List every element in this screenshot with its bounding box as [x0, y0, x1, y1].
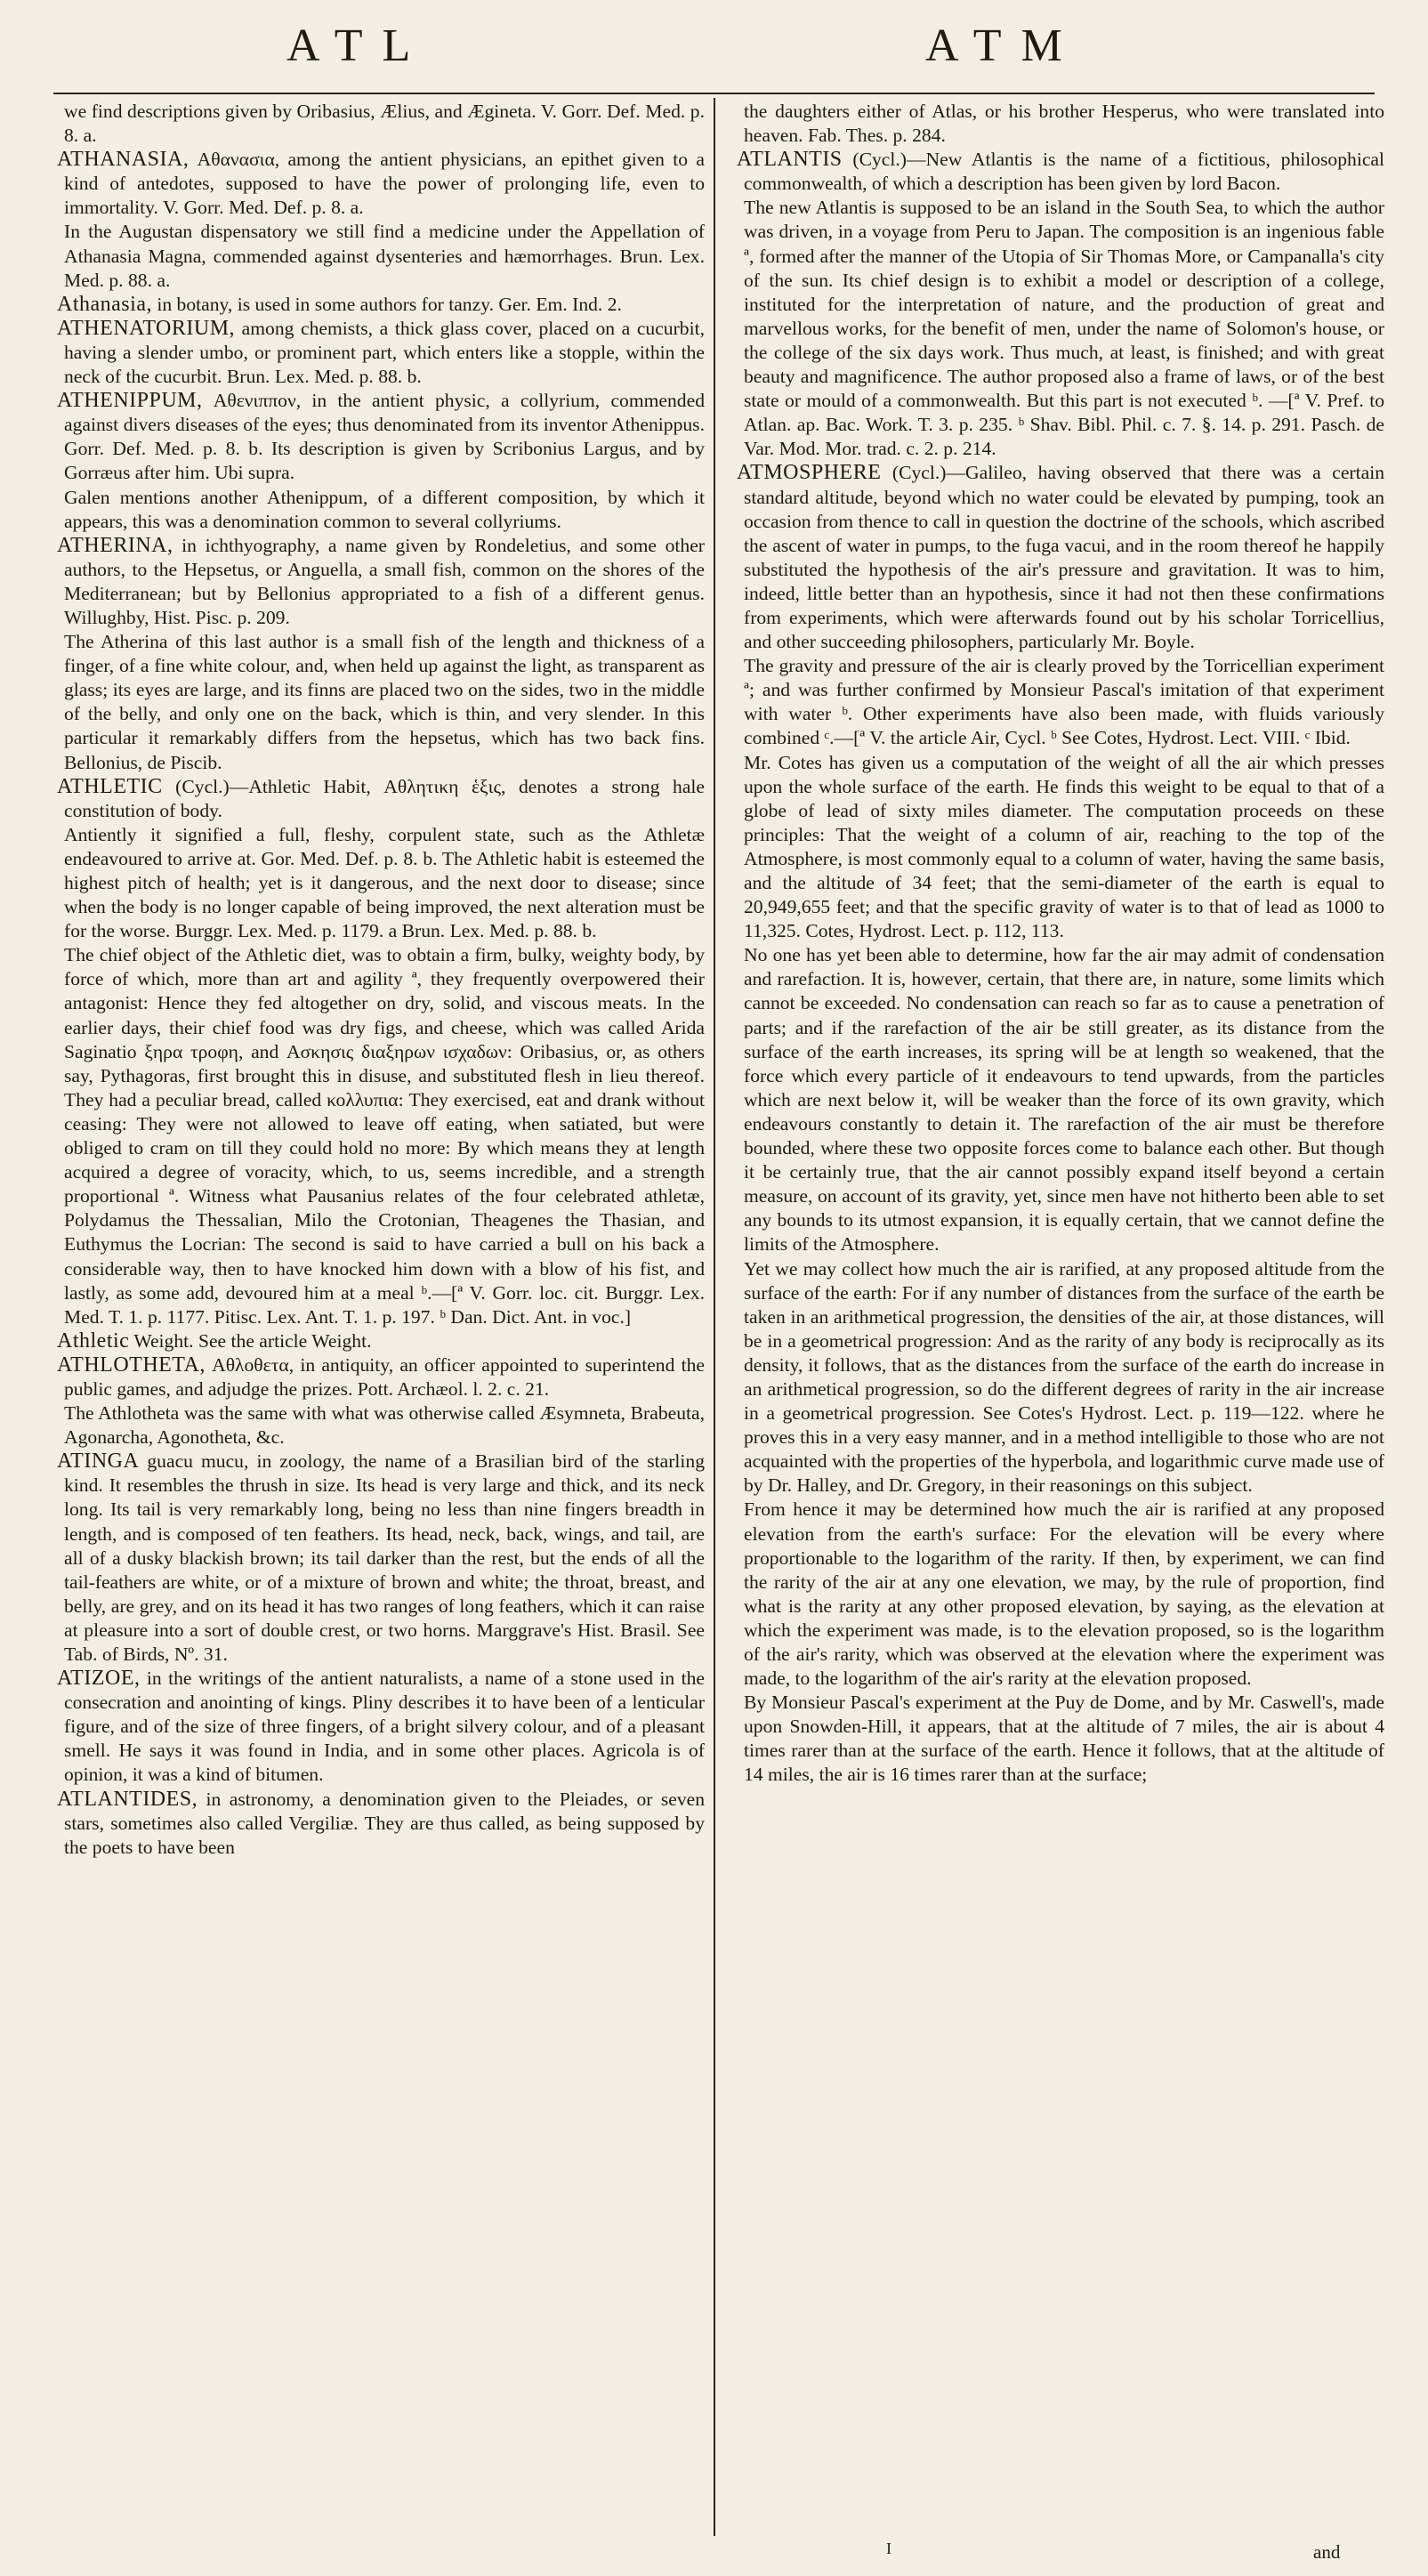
dictionary-entry: [57, 534, 705, 630]
paragraph: [737, 1498, 1384, 1691]
entry-text: From hence it may be determined how much the air is rarified at any proposed elevation from the earth's surface: For the elevation will be every where proportionable to the logarithm of the rarity. If then, by experiment, we can find the rarity of the air at any one elevation, we may, by the rule of proportion, find what is the rarity at any other proposed elevation, by saying, as the elevation at which the experiment was made, is to the elevation proposed, so is the logarithm of the air's rarity, which was observed at the elevation where the experiment was made, to the logarithm of the air's rarity at the elevation proposed.: [744, 1498, 1384, 1690]
entry-text: The Atherina of this last author is a small fish of the length and thickness of a finger, of a fine white colour, and, when held up against the light, as transparent as glass; its eyes are large, and its finns are placed two on the sides, two in the middle of the belly, and only one on the back, which is thin, and very slender. In this particular it remarkably differs from the hepsetus, which has two back fins. Bellonius, de Piscib.: [64, 631, 705, 773]
dictionary-entry: [57, 775, 705, 823]
entry-headword: ATHANASIA,: [57, 148, 190, 172]
entry-text: among chemists, a thick glass cover, placed on a cucurbit, having a slender umbo, or prominent part, which enters like a stopple, within the neck of the cucurbit. Brun. Lex. Med. p. 88. b.: [64, 317, 705, 388]
entry-text: (Cycl.)—New Atlantis is the name of a fictitious, philosophical commonwealth, of which a description has been given by lord Bacon.: [744, 149, 1384, 195]
entry-headword: ATMOSPHERE: [737, 461, 882, 485]
entry-headword: Athletic: [57, 1328, 130, 1353]
entry-headword: Athanasia,: [57, 292, 152, 316]
entry-headword: ATLANTIDES,: [57, 1787, 198, 1811]
entry-headword: ATHLOTHETA,: [57, 1353, 206, 1377]
paragraph: [57, 100, 705, 148]
entry-text: (Cycl.)—Athletic Habit, Αθλητικη ἑξις, denotes a strong hale constitution of body.: [64, 775, 705, 821]
entry-text: in the writings of the antient naturalists, a name of a stone used in the consecration and anointing of kings. Pliny describes it to have been of a lenticular figure, and of the size of three fingers, of a bright silvery colour, and of a pleasant smell. He says it was found in India, and in some other places. Agricola is of opinion, it was a kind of bitumen.: [64, 1668, 705, 1786]
entry-text: in botany, is used in some authors for tanzy. Ger. Em. Ind. 2.: [151, 293, 622, 315]
dictionary-entry: [57, 1788, 705, 1860]
header-rule: [53, 93, 1375, 94]
running-head-right: ATM: [925, 20, 1082, 71]
entry-headword: ATHENIPPUM,: [57, 389, 203, 413]
entry-text: Galen mentions another Athenippum, of a different composition, by which it appears, this was a denomination common to several collyriums.: [64, 486, 705, 532]
dictionary-entry: [57, 1329, 705, 1353]
entry-headword: ATHENATORIUM,: [57, 316, 236, 340]
paragraph: [737, 654, 1384, 750]
dictionary-entry: [737, 461, 1384, 654]
entry-text: The gravity and pressure of the air is clearly proved by the Torricellian experiment ª; and was further confirmed by Monsieur Pascal's imitation of that experiment with water ᵇ. Other experiments have also been made, with fluids variously combined ᶜ.—[ª V. the article Air, Cycl. ᵇ See Cotes, Hydrost. Lect. VIII. ᶜ Ibid.: [744, 655, 1384, 749]
dictionary-entry: [737, 148, 1384, 196]
entry-text: Weight. See the article Weight.: [129, 1329, 372, 1352]
entry-text: By Monsieur Pascal's experiment at the Puy de Dome, and by Mr. Caswell's, made upon Snowden-Hill, it appears, that at the altitude of 7 miles, the air is about 4 times rarer than at the surface of the earth. Hence it follows, that at the altitude of 14 miles, the air is 16 times rarer than at the surface;: [744, 1692, 1384, 1786]
entry-headword: ATIZOE,: [57, 1667, 141, 1691]
entry-text: Αθενιππον, in the antient physic, a collyrium, commended against divers diseases of the eyes; thus denominated from its inventor Athenippus. Gorr. Def. Med. p. 8. b. Its description is given by Scribonius Largus, and by Gorræus after him. Ubi supra.: [64, 390, 705, 484]
entry-text: The new Atlantis is supposed to be an island in the South Sea, to which the author was driven, in a voyage from Peru to Japan. The composition is an ingenious fable ª, formed after the manner of the Utopia of Sir Thomas More, or Campanalla's city of the sun. Its chief design is to exhibit a model or description of a college, instituted for the interpretation of nature, and the production of great and marvellous works, for the benefit of men, under the name of Solomon's house, or the college of the six days work. Thus much, at least, is finished; and with great beauty and magnificence. The author proposed also a frame of laws, or of the best state or mould of a commonwealth. But this part is not executed ᵇ. —[ª V. Pref. to Atlan. ap. Bac. Work. T. 3. p. 235. ᵇ Shav. Bibl. Phil. c. 7. §. 14. p. 291. Pasch. de Var. Mod. Mor. trad. c. 2. p. 214.: [744, 197, 1384, 460]
entry-headword: ATHERINA,: [57, 533, 173, 557]
running-head-left: ATL: [286, 20, 431, 71]
dictionary-entry: [57, 317, 705, 389]
paragraph: [737, 196, 1384, 461]
paragraph: [57, 1401, 705, 1450]
catchword: and: [1313, 2541, 1341, 2563]
paragraph: [57, 220, 705, 292]
signature-mark: I: [886, 2540, 891, 2557]
left-column: [57, 100, 705, 1860]
entry-headword: ATHLETIC: [57, 774, 163, 798]
entry-text: Yet we may collect how much the air is rarified, at any proposed altitude from the surface of the earth: For if any number of distances from the surface of the earth be taken in an arithmetical progression, the densities of the air, at those distances, will be in a geometrical progression: And as the rarity of any body is reciprocally as its density, it follows, that as the distances from the surface of the earth do increase in an arithmetical progression, so do the different degrees of rarity in the air increase in a geometrical progression. See Cotes's Hydrost. Lect. p. 119—122. where he proves this in a very easy manner, and in a method intelligible to those who are not acquainted with the properties of the hyperbola, and logarithmic curve made use of by Dr. Halley, and Dr. Gregory, in their reasonings on this subject.: [744, 1257, 1384, 1497]
dictionary-entry: [57, 389, 705, 485]
paragraph: [737, 943, 1384, 1256]
entry-text: In the Augustan dispensatory we still find a medicine under the Appellation of Athanasia Magna, commended against dysenteries and hæmorrhages. Brun. Lex. Med. p. 88. a.: [64, 221, 705, 291]
entry-text: The Athlotheta was the same with what was otherwise called Æsymneta, Brabeuta, Agonarcha, Agonotheta, &c.: [64, 1402, 705, 1449]
entry-text: The chief object of the Athletic diet, was to obtain a firm, bulky, weighty body, by force of which, more than art and agility ª, they frequently overpowered their antagonist: Hence they fed altogether on dry, solid, and viscous meats. In the earlier days, their chief food was dry figs, and cheese, which was called Arida Saginatio ξηρα τροφη, and Ασκησις διαξηρων ισχαδων: Oribasius, or, as others say, Pythagoras, first brought this in disuse, and substituted flesh in lieu thereof. They had a peculiar bread, called κολλυπια: They exercised, eat and drank without ceasing: They were not allowed to leave off eating, when satiated, but were obliged to cram on till they could hold no more: By which means they at length acquired a degree of voracity, which, to us, seems incredible, and a strength proportional ª. Witness what Pausanius relates of the four celebrated athletæ, Polydamus the Thessalian, Milo the Crotonian, Theagenes the Thasian, and Euthymus the Locrian: The second is said to have carried a bull on his back a considerable way, then to have knocked him down with a blow of his fist, and lastly, as some add, devoured him at a meal ᵇ.—[ª V. Gorr. loc. cit. Burggr. Lex. Med. T. 1. p. 1177. Pitisc. Lex. Ant. T. 1. p. 197. ᵇ Dan. Dict. Ant. in voc.]: [64, 944, 705, 1328]
dictionary-entry: [57, 1353, 705, 1401]
dictionary-entry: [57, 148, 705, 220]
paragraph: [737, 100, 1384, 148]
dictionary-entry: [57, 293, 705, 317]
paragraph: [57, 823, 705, 943]
entry-text: the daughters either of Atlas, or his brother Hesperus, who were translated into heaven. Fab. Thes. p. 284.: [744, 101, 1384, 147]
paragraph: [737, 1257, 1384, 1498]
entry-text: Αθλοθετα, in antiquity, an officer appointed to superintend the public games, and adjudge the prizes. Pott. Archæol. l. 2. c. 21.: [64, 1353, 705, 1400]
entry-text: in ichthyography, a name given by Rondeletius, and some other authors, to the Hepsetus, or Anguella, a small fish, common on the shores of the Mediterranean; but by Bellonius appropriated to a fish of a different genus. Willughby, Hist. Pisc. p. 209.: [64, 534, 705, 628]
entry-text: in astronomy, a denomination given to the Pleiades, or seven stars, sometimes also called Vergiliæ. They are thus called, as being supposed by the poets to have been: [64, 1788, 705, 1858]
dictionary-entry: [57, 1450, 705, 1667]
entry-text: (Cycl.)—Galileo, having observed that there was a certain standard altitude, beyond which no water could be elevated by pumping, took an occasion from thence to call in question the doctrine of the schools, which ascribed the ascent of water in pumps, to the fuga vacui, and in the room thereof he happily substituted the hypothesis of the air's pressure and gravitation. It was to him, indeed, little better than an hypothesis, since it had not then these confirmations from experiments, which were afterwards found out by his scholar Torricellius, and other succeeding philosophers, particularly Mr. Boyle.: [744, 462, 1384, 653]
dictionary-entry: [57, 1667, 705, 1787]
paragraph: [737, 751, 1384, 944]
entry-headword: ATLANTIS: [737, 148, 843, 172]
entry-text: we find descriptions given by Oribasius, Ælius, and Ægineta. V. Gorr. Def. Med. p. 8. a.: [64, 101, 705, 147]
entry-text: No one has yet been able to determine, how far the air may admit of condensation and rarefaction. It is, however, certain, that there are, in nature, some limits which cannot be exceeded. No condensation can reach so far as to cause a penetration of parts; and if the rarefaction of the air be still greater, as its distance from the surface of the earth increases, its spring will be at length so weakened, that the force which every particle of it endeavours to tend upwards, from the particles which are next below it, will be weaker than the force of its own gravity, which endeavours constantly to detain it. The rarefaction of the air must be therefore bounded, where these two opposite forces come to balance each other. But though it be certainly true, that the air cannot possibly expand itself beyond a certain measure, on account of its gravity, yet, since men have not hitherto been able to set any bounds to its utmost expansion, it is equally certain, that we cannot define the limits of the Atmosphere.: [744, 944, 1384, 1256]
entry-text: Antiently it signified a full, fleshy, corpulent state, such as the Athletæ endeavoured to arrive at. Gor. Med. Def. p. 8. b. The Athletic habit is esteemed the highest pitch of health; yet is it dangerous, and the next door to disease; since when the body is no longer capable of being improved, the next alteration must be for the worse. Burggr. Lex. Med. p. 1179. a Brun. Lex. Med. p. 88. b.: [64, 823, 705, 942]
paragraph: [57, 630, 705, 775]
right-column: [737, 100, 1384, 1788]
paragraph: [737, 1691, 1384, 1787]
entry-headword: ATINGA: [57, 1450, 140, 1474]
column-divider: [714, 98, 715, 2536]
entry-text: Αθανασια, among the antient physicians, an epithet given to a kind of antedotes, supposed to have the power of prolonging life, even to immortality. V. Gorr. Med. Def. p. 8. a.: [64, 149, 705, 219]
paragraph: [57, 486, 705, 534]
paragraph: [57, 943, 705, 1329]
entry-text: Mr. Cotes has given us a computation of the weight of all the air which presses upon the whole surface of the earth. He finds this weight to be equal to that of a globe of lead of sixty miles diameter. The computation proceeds on these principles: That the weight of a column of air, reaching to the top of the Atmosphere, is most commonly equal to a column of water, having the same basis, and the altitude of 34 feet; that the semi-diameter of the earth is equal to 20,949,655 feet; and that the specific gravity of water is to that of lead as 1000 to 11,325. Cotes, Hydrost. Lect. p. 112, 113.: [744, 751, 1384, 942]
entry-text: guacu mucu, in zoology, the name of a Brasilian bird of the starling kind. It resembles the thrush in size. Its head is very large and thick, and its neck long. Its tail is very remarkably long, being no less than nine fingers breadth in length, and is composed of ten feathers. Its head, neck, back, wings, and tail, are all of a dusky blackish brown; its tail darker than the rest, but the ends of all the tail-feathers are white, or of a mixture of brown and white; the throat, breast, and belly, are grey, and on its head it has two ranges of long feathers, which it can raise at pleasure into a sort of double crest, or two horns. Marggrave's Hist. Brasil. See Tab. of Birds, Nº. 31.: [64, 1450, 705, 1665]
